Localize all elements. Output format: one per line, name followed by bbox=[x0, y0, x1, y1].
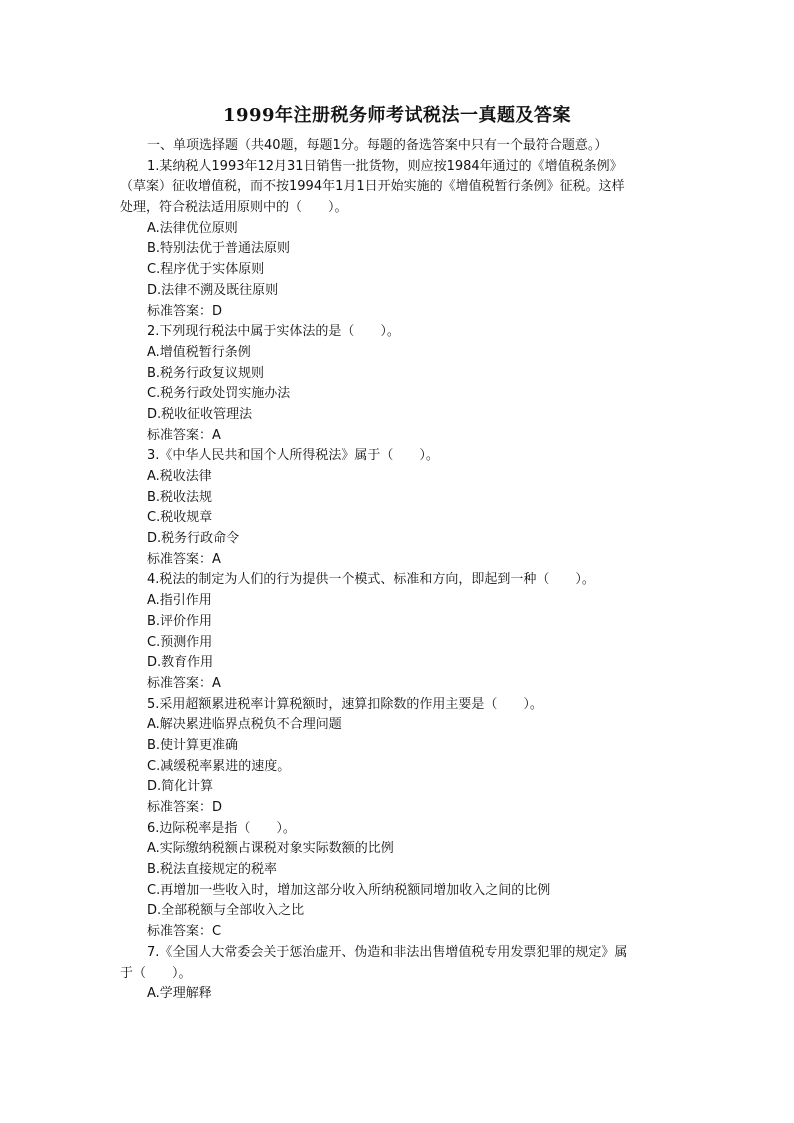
answer-option: B.使计算更准确 bbox=[147, 737, 239, 753]
answer-option: A.学理解释 bbox=[147, 986, 212, 1002]
answer-option: C.税务行政处罚实施办法 bbox=[147, 386, 291, 402]
answer-option: D.简化计算 bbox=[147, 779, 214, 795]
question-block bbox=[120, 157, 680, 323]
question-stem-line: 5.采用超额累进税率计算税额时，速算扣除数的作用主要是（ ）。 bbox=[147, 696, 543, 712]
question-stem-line: （草案）征收增值税，而不按1994年1月1日开始实施的《增值税暂行条例》征税。这样 bbox=[120, 179, 625, 195]
answer-option: B.税收法规 bbox=[147, 489, 213, 505]
answer-option: A.实际缴纳税额占课税对象实际数额的比例 bbox=[147, 841, 394, 857]
standard-answer: 标准答案：A bbox=[147, 675, 221, 691]
answer-option: B.税务行政复议规则 bbox=[147, 365, 265, 381]
answer-option: C.再增加一些收入时，增加这部分收入所纳税额同增加收入之间的比例 bbox=[147, 882, 551, 898]
question-block bbox=[120, 943, 680, 1005]
answer-option: D.全部税额与全部收入之比 bbox=[147, 903, 305, 919]
question-stem-line: 于（ ）。 bbox=[120, 965, 192, 981]
standard-answer: 标准答案：C bbox=[147, 924, 222, 940]
answer-option: D.教育作用 bbox=[147, 655, 214, 671]
question-stem-line: 6.边际税率是指（ ）。 bbox=[147, 820, 296, 836]
answer-option: C.程序优于实体原则 bbox=[147, 262, 265, 278]
question-block bbox=[120, 446, 680, 570]
document-body bbox=[120, 136, 680, 1005]
question-block bbox=[120, 570, 680, 694]
question-stem-line: 1.某纳税人1993年12月31日销售一批货物，则应按1984年通过的《增值税条例》 bbox=[147, 158, 623, 174]
answer-option: B.特别法优于普通法原则 bbox=[147, 241, 291, 257]
section-heading: 一、单项选择题（共40题，每题1分。每题的备选答案中只有一个最符合题意。） bbox=[147, 138, 608, 153]
answer-option: D.法律不溯及既往原则 bbox=[147, 282, 279, 298]
question-stem-line: 3.《中华人民共和国个人所得税法》属于（ ）。 bbox=[147, 448, 439, 464]
answer-option: B.评价作用 bbox=[147, 613, 213, 629]
standard-answer: 标准答案：D bbox=[147, 800, 223, 815]
answer-option: A.指引作用 bbox=[147, 593, 212, 609]
answer-option: C.预测作用 bbox=[147, 634, 213, 650]
question-stem-line: 处理，符合税法适用原则中的（ ）。 bbox=[120, 200, 348, 216]
document-title: 1999年注册税务师考试税法一真题及答案 bbox=[222, 105, 572, 126]
answer-option: D.税务行政命令 bbox=[147, 531, 240, 547]
question-stem-line: 4.税法的制定为人们的行为提供一个模式、标准和方向，即起到一种（ ）。 bbox=[147, 572, 595, 588]
standard-answer: 标准答案：D bbox=[147, 303, 223, 319]
answer-option: C.减缓税率累进的速度。 bbox=[147, 758, 291, 774]
answer-option: D.税收征收管理法 bbox=[147, 406, 253, 422]
answer-option: A.法律优位原则 bbox=[147, 220, 238, 236]
question-block bbox=[120, 819, 680, 943]
answer-option: B.税法直接规定的税率 bbox=[147, 862, 278, 878]
question-block bbox=[120, 322, 680, 446]
standard-answer: 标准答案：A bbox=[147, 427, 221, 443]
answer-option: A.增值税暂行条例 bbox=[147, 344, 251, 360]
question-stem-line: 2.下列现行税法中属于实体法的是（ ）。 bbox=[147, 324, 400, 340]
question-stem-line: 7.《全国人大常委会关于惩治虚开、伪造和非法出售增值税专用发票犯罪的规定》属 bbox=[147, 944, 628, 960]
answer-option: A.解决累进临界点税负不合理问题 bbox=[147, 717, 342, 733]
answer-option: A.税收法律 bbox=[147, 469, 212, 484]
standard-answer: 标准答案：A bbox=[147, 551, 221, 567]
answer-option: C.税收规章 bbox=[147, 510, 213, 526]
question-block bbox=[120, 695, 680, 819]
